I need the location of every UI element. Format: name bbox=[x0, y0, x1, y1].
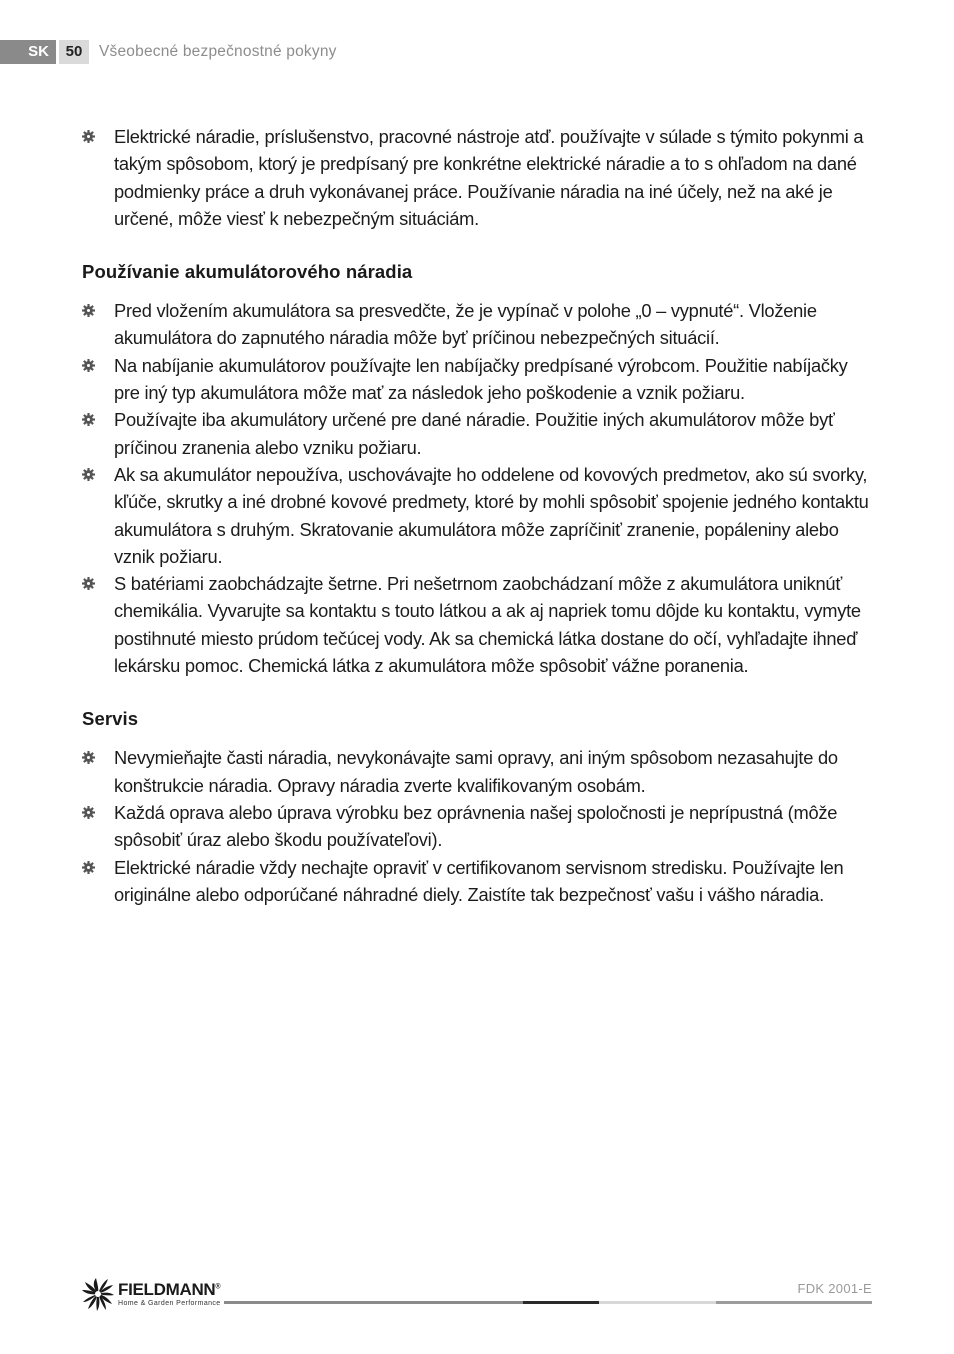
list-item bbox=[82, 461, 874, 570]
gear-bullet-icon bbox=[82, 861, 95, 874]
footer-rule bbox=[523, 1301, 599, 1304]
logo-text bbox=[118, 1281, 221, 1307]
battery-tools-list bbox=[82, 297, 874, 679]
bullet-text: S batériami zaobchádzajte šetrne. Pri nešetrnom zaobchádzaní môže z akumulátora uniknúť chemikália. Vyvarujte sa kontaktu s touto látkou a ak aj napriek tomu dôjde ku kontaktu, vymyte postihnuté miesto prúdom tečúcej vody. Ak sa chemická látka dostane do očí, vyhľadajte ihneď lekársku pomoc. Chemická látka z akumulátora môže spôsobiť vážne poranenia. bbox=[114, 573, 861, 677]
list-item bbox=[82, 123, 874, 232]
section-heading: Používanie akumulátorového náradia bbox=[82, 261, 413, 283]
section-heading: Servis bbox=[82, 708, 139, 730]
list-item bbox=[82, 799, 874, 854]
bullet-text: Elektrické náradie vždy nechajte opraviť v certifikovanom servisnom stredisku. Používajte len originálne alebo odporúčané náhradné diely. Zaistíte tak bezpečnosť vašu i vášho náradia. bbox=[114, 856, 844, 905]
brand-name bbox=[118, 1281, 221, 1298]
list-item bbox=[82, 406, 874, 461]
page-content bbox=[82, 123, 874, 908]
fieldmann-swirl-logo-icon bbox=[82, 1277, 114, 1311]
list-item bbox=[82, 297, 874, 352]
language-tab: SK bbox=[0, 40, 56, 64]
bullet-text: Elektrické náradie, príslušenstvo, pracovné nástroje atď. používajte v súlade s týmito pokynmi a takým spôsobom, ktorý je predpísaný pre konkrétne elektrické náradie a to s ohľadom na dané podmienky práce a druh vykonávanej práce. Používanie náradia na iné účely, než na aké je určené, môže viesť k nebezpečným situáciám. bbox=[114, 126, 864, 229]
gear-bullet-icon bbox=[82, 577, 95, 590]
brand-logo bbox=[82, 1277, 221, 1311]
gear-bullet-icon bbox=[82, 304, 95, 317]
list-item bbox=[82, 570, 874, 679]
gear-bullet-icon bbox=[82, 359, 95, 372]
header-section-title: Všeobecné bezpečnostné pokyny bbox=[99, 43, 337, 60]
gear-bullet-icon bbox=[82, 130, 95, 143]
model-number: FDK 2001-E bbox=[797, 1281, 872, 1296]
page-number: 50 bbox=[59, 40, 89, 64]
gear-bullet-icon bbox=[82, 413, 95, 426]
bullet-text: Pred vložením akumulátora sa presvedčte, že je vypínač v polohe „0 – vypnuté“. Vloženie akumulátora do zapnutého náradia môže byť príčinou nebezpečných situácií. bbox=[114, 300, 817, 349]
brand-wordmark: FIELDMANN bbox=[118, 1280, 216, 1299]
list-item bbox=[82, 352, 874, 407]
gear-bullet-icon bbox=[82, 751, 95, 764]
brand-tagline: Home & Garden Performance bbox=[118, 1300, 221, 1307]
list-item bbox=[82, 744, 874, 799]
gear-bullet-icon bbox=[82, 468, 95, 481]
bullet-text: Na nabíjanie akumulátorov používajte len nabíjačky predpísané výrobcom. Použitie nabíjačky pre iný typ akumulátora môže mať za následok jeho poškodenie a vznik požiaru. bbox=[114, 354, 848, 404]
page-header bbox=[0, 40, 337, 64]
list-item bbox=[82, 854, 874, 909]
bullet-text: Každá oprava alebo úprava výrobku bez oprávnenia našej spoločnosti je neprípustná (môže spôsobiť úraz alebo škodu používateľovi). bbox=[114, 801, 838, 851]
footer-rule bbox=[224, 1301, 523, 1304]
service-list bbox=[82, 744, 874, 908]
bullet-text: Nevymieňajte časti náradia, nevykonávajte sami opravy, ani iným spôsobom nezasahujte do konštrukcie náradia. Opravy náradia zverte kvalifikovaným osobám. bbox=[114, 747, 838, 796]
gear-bullet-icon bbox=[82, 806, 95, 819]
bullet-text: Ak sa akumulátor nepoužíva, uschovávajte ho oddelene od kovových predmetov, ako sú svorky, kľúče, skrutky a iné drobné kovové predmety, ktoré by mohli spôsobiť spojenie jedného kontaktu akumulátora s druhým. Skratovanie akumulátora môže zapríčiniť zranenie, popáleniny alebo vznik požiaru. bbox=[114, 463, 869, 567]
intro-list bbox=[82, 123, 874, 232]
footer-rule bbox=[599, 1301, 716, 1304]
footer-rule bbox=[716, 1301, 872, 1304]
bullet-text: Používajte iba akumulátory určené pre dané náradie. Použitie iných akumulátorov môže byť príčinou zranenia alebo vzniku požiaru. bbox=[114, 409, 835, 458]
registered-mark: ® bbox=[215, 1283, 221, 1291]
